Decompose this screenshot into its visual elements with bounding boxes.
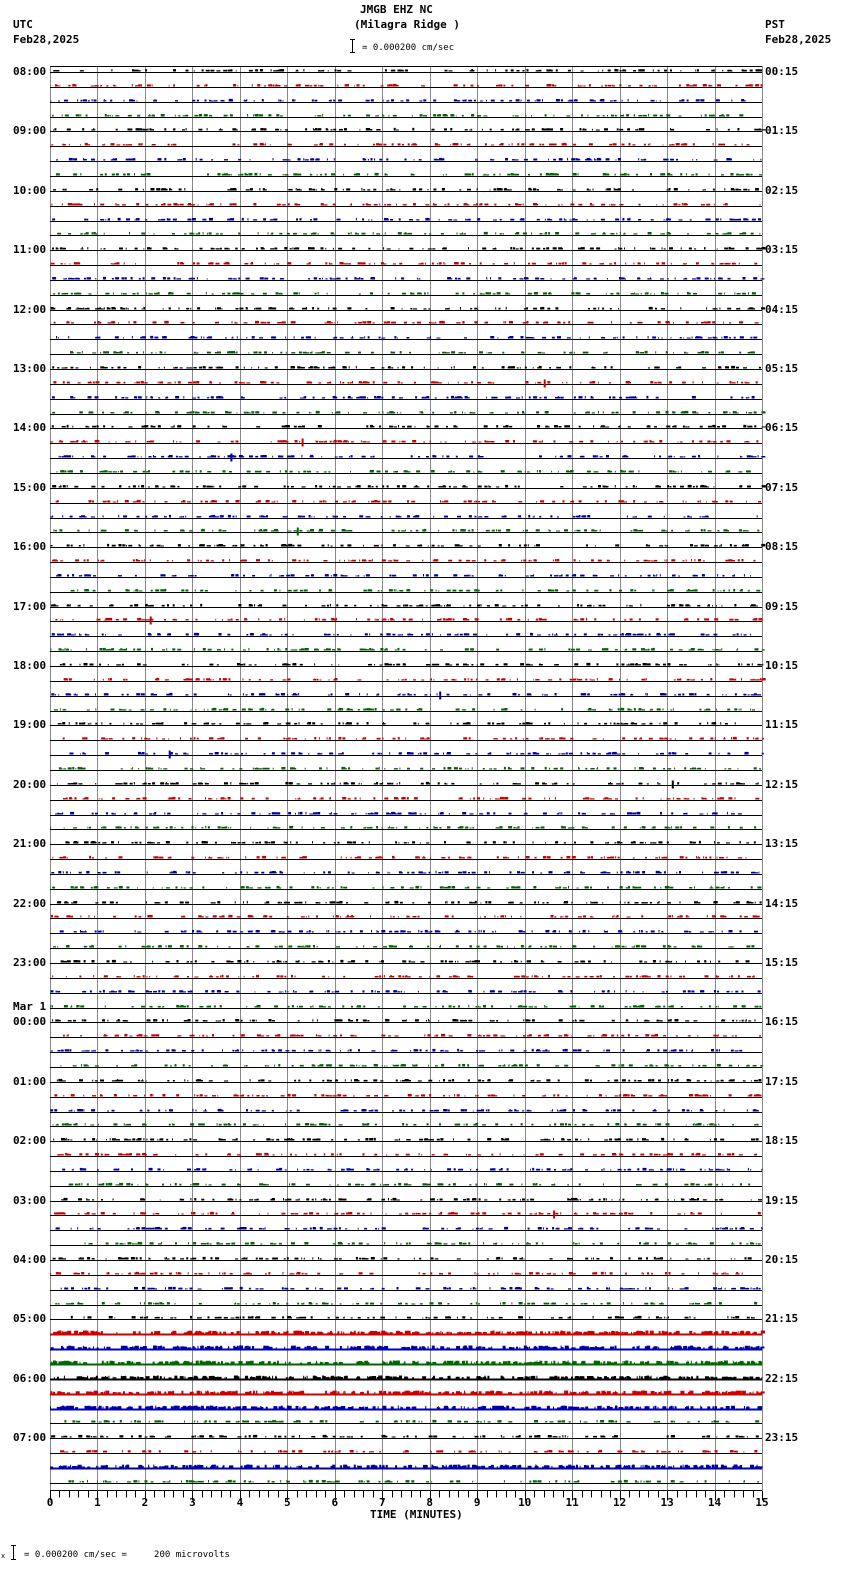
x-tick-label: 14 — [707, 1496, 722, 1509]
scale-bar-icon — [352, 39, 358, 53]
x-tick-label: 2 — [141, 1496, 149, 1509]
left-hour-label: 16:00 — [13, 540, 47, 554]
right-hour-label: 14:15 — [765, 896, 799, 910]
right-hour-label: 08:15 — [765, 540, 799, 554]
right-hour-label: 11:15 — [765, 718, 799, 732]
left-hour-label: 03:00 — [13, 1193, 47, 1207]
right-hour-label: 07:15 — [765, 480, 799, 494]
station-title: JMGB EHZ NC — [360, 3, 433, 16]
left-hour-label: 06:00 — [13, 1371, 47, 1385]
right-hour-label: 01:15 — [765, 124, 799, 138]
x-tick-label: 7 — [378, 1496, 386, 1509]
x-tick-label: 0 — [46, 1496, 54, 1509]
left-date-change-label: Mar 1 — [13, 1000, 47, 1014]
right-hour-label: 16:15 — [765, 1015, 799, 1029]
left-hour-label: 07:00 — [13, 1431, 47, 1445]
x-tick-label: 12 — [613, 1496, 627, 1509]
right-hour-label: 12:15 — [765, 777, 799, 791]
left-hour-label: 13:00 — [13, 362, 47, 375]
right-hour-label: 21:15 — [765, 1312, 799, 1326]
right-hour-label: 19:15 — [765, 1193, 799, 1207]
left-hour-label: 15:00 — [13, 480, 47, 494]
right-timezone: PST — [765, 18, 785, 31]
left-hour-label: 09:00 — [13, 124, 47, 138]
right-hour-label: 13:15 — [765, 837, 799, 851]
left-hour-label: 23:00 — [13, 956, 47, 969]
left-hour-label: 14:00 — [13, 421, 47, 435]
left-timezone: UTC — [13, 18, 33, 31]
left-hour-label: 20:00 — [13, 777, 47, 791]
right-hour-label: 04:15 — [765, 302, 799, 316]
right-hour-label: 06:15 — [765, 421, 799, 435]
x-tick-label: 13 — [660, 1496, 674, 1509]
left-hour-label: 18:00 — [13, 659, 47, 672]
x-tick-label: 15 — [755, 1496, 769, 1509]
right-hour-label: 22:15 — [765, 1371, 799, 1385]
left-hour-label: 12:00 — [13, 302, 47, 316]
left-hour-label: 10:00 — [13, 183, 47, 197]
left-hour-label: 19:00 — [13, 718, 47, 732]
right-hour-label: 02:15 — [765, 183, 799, 197]
right-hour-label: 05:15 — [765, 362, 799, 375]
x-axis-label: TIME (MINUTES) — [370, 1508, 463, 1521]
x-tick-label: 5 — [284, 1496, 291, 1509]
x-tick-label: 11 — [565, 1496, 579, 1509]
x-tick-label: 6 — [331, 1496, 339, 1509]
left-hour-label: 22:00 — [13, 896, 47, 910]
scale-text: = 0.000200 cm/sec — [362, 43, 455, 53]
right-hour-label: 20:15 — [765, 1253, 799, 1266]
left-hour-label: 08:00 — [13, 65, 47, 78]
right-hour-label: 17:15 — [765, 1074, 799, 1088]
x-tick-label: 1 — [94, 1496, 101, 1509]
left-hour-label: 17:00 — [13, 599, 47, 613]
right-hour-label: 15:15 — [765, 956, 799, 969]
x-tick-label: 10 — [518, 1496, 532, 1509]
right-date: Feb28,2025 — [765, 33, 832, 46]
x-tick-label: 3 — [189, 1496, 196, 1509]
left-hour-label: 05:00 — [13, 1312, 47, 1326]
legend-scale-bar-icon — [13, 1545, 19, 1560]
x-tick-label: 4 — [236, 1496, 244, 1509]
right-hour-label: 23:15 — [765, 1431, 799, 1445]
left-hour-label: 02:00 — [13, 1134, 47, 1148]
right-hour-label: 18:15 — [765, 1134, 799, 1148]
left-hour-label: 04:00 — [13, 1253, 47, 1266]
left-hour-label: 21:00 — [13, 837, 47, 851]
right-hour-label: 10:15 — [765, 659, 799, 672]
x-tick-label: 8 — [426, 1496, 434, 1509]
legend-prefix: x — [1, 1552, 6, 1560]
right-hour-label: 09:15 — [765, 599, 799, 613]
right-hour-label: 00:15 — [765, 65, 799, 78]
left-date: Feb28,2025 — [13, 33, 80, 46]
legend-text: = 0.000200 cm/sec = 200 microvolts — [24, 1550, 230, 1560]
x-tick-label: 9 — [473, 1496, 481, 1509]
right-hour-label: 03:15 — [765, 243, 799, 257]
left-hour-label: 00:00 — [13, 1015, 47, 1029]
left-hour-label: 01:00 — [13, 1074, 47, 1088]
left-hour-label: 11:00 — [13, 243, 47, 257]
station-location: (Milagra Ridge ) — [354, 18, 460, 31]
